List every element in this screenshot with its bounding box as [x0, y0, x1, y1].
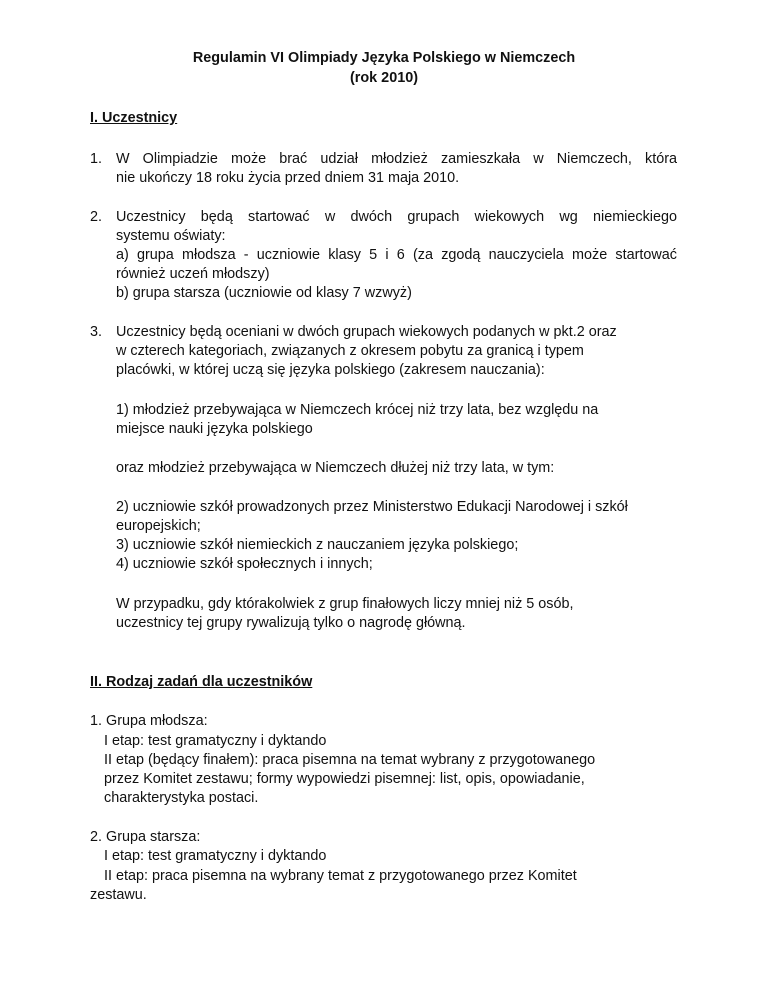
- item-2-line-3: a) grupa młodsza - uczniowie klasy 5 i 6 (za zgodą nauczyciela może startować: [116, 247, 677, 263]
- item-2-line-4: również uczeń młodszy): [116, 266, 270, 282]
- section-2-heading: II. Rodzaj zadań dla uczestników: [90, 674, 313, 690]
- group-2-label: 2. Grupa starsza:: [90, 829, 201, 845]
- category-1-line-1: 1) młodzież przebywająca w Niemczech krócej niż trzy lata, bez względu na: [116, 402, 599, 418]
- item-1-line-2: nie ukończy 18 roku życia przed dniem 31 maja 2010.: [116, 170, 460, 186]
- item-1-number: 1.: [90, 151, 103, 167]
- group-2-stage-1: I etap: test gramatyczny i dyktando: [104, 848, 327, 864]
- item-2-line-1: Uczestnicy będą startować w dwóch grupach wiekowych wg niemieckiego: [116, 209, 677, 225]
- category-1-line-2: miejsce nauki języka polskiego: [116, 421, 313, 437]
- note-line-1: W przypadku, gdy którakolwiek z grup finałowych liczy mniej niż 5 osób,: [116, 596, 574, 612]
- note-line-2: uczestnicy tej grupy rywalizują tylko o nagrodę główną.: [116, 615, 466, 631]
- group-1-label: 1. Grupa młodsza:: [90, 713, 208, 729]
- group-2-stage-2-line-1: II etap: praca pisemna na wybrany temat z przygotowanego przez Komitet: [104, 868, 577, 884]
- category-2-line-2: europejskich;: [116, 518, 201, 534]
- group-2-stage-2-line-2: zestawu.: [90, 887, 147, 903]
- category-3: 3) uczniowie szkół niemieckich z nauczaniem języka polskiego;: [116, 537, 519, 553]
- item-3-line-1: Uczestnicy będą oceniani w dwóch grupach wiekowych podanych w pkt.2 oraz: [116, 324, 617, 340]
- category-4: 4) uczniowie szkół społecznych i innych;: [116, 556, 373, 572]
- item-3-number: 3.: [90, 324, 103, 340]
- section-1-heading: I. Uczestnicy: [90, 110, 178, 126]
- group-1-stage-2-line-1: II etap (będący finałem): praca pisemna na temat wybrany z przygotowanego: [104, 752, 596, 768]
- item-1-line-1: W Olimpiadzie może brać udział młodzież zamieszkała w Niemczech, która: [116, 151, 677, 167]
- category-oraz-line: oraz młodzież przebywająca w Niemczech dłużej niż trzy lata, w tym:: [116, 460, 555, 476]
- document-title: Regulamin VI Olimpiady Języka Polskiego w Niemczech: [192, 50, 576, 66]
- group-1-stage-2-line-3: charakterystyka postaci.: [104, 790, 259, 806]
- category-2-line-1: 2) uczniowie szkół prowadzonych przez Ministerstwo Edukacji Narodowej i szkół: [116, 499, 628, 515]
- item-3-line-2: w czterech kategoriach, związanych z okresem pobytu za granicą i typem: [116, 343, 584, 359]
- item-3-line-3: placówki, w której uczą się języka polskiego (zakresem nauczania):: [116, 362, 545, 378]
- item-2-line-5: b) grupa starsza (uczniowie od klasy 7 wzwyż): [116, 285, 412, 301]
- item-2-number: 2.: [90, 209, 103, 225]
- item-2-line-2: systemu oświaty:: [116, 228, 226, 244]
- group-1-stage-1: I etap: test gramatyczny i dyktando: [104, 733, 327, 749]
- document-subtitle: (rok 2010): [350, 70, 418, 86]
- group-1-stage-2-line-2: przez Komitet zestawu; formy wypowiedzi pisemnej: list, opis, opowiadanie,: [104, 771, 585, 787]
